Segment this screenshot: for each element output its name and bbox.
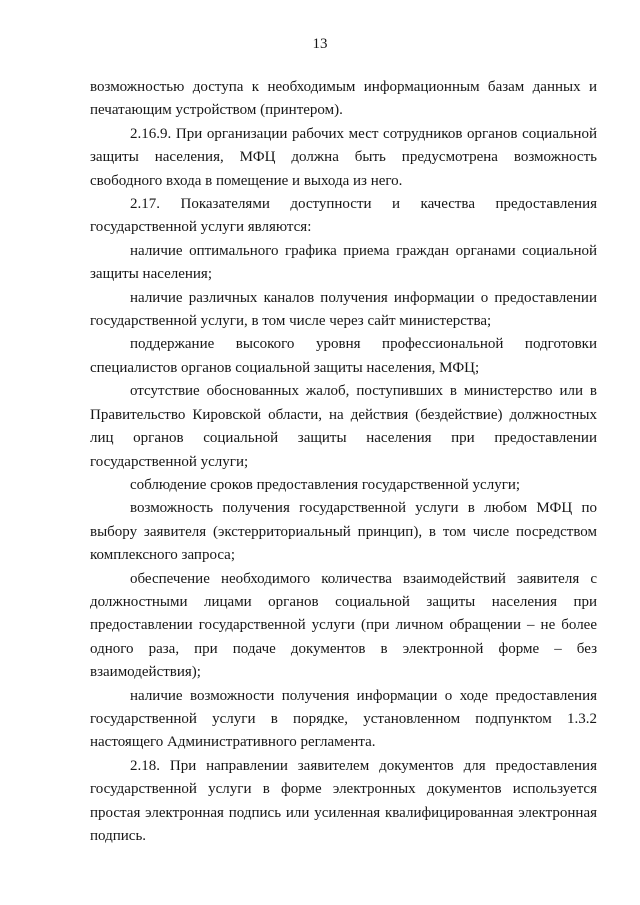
paragraph-2-18: 2.18. При направлении заявителем документов для предоставления государственной услуги в форме электронных документов используется простая электронная подпись или усиленная квалифицированная электронная подпись. [90,757,597,844]
paragraph-continuation: возможностью доступа к необходимым информационным базам данных и печатающим устройством (принтером). [90,79,597,119]
list-item-info-channels: наличие различных каналов получения информации о предоставлении государственной услуги, в том числе через сайт министерства; [90,289,597,330]
list-item-any-mfc: возможность получения государственной услуги в любом МФЦ по выбору заявителя (экстерриториальный принцип), в том числе посредством комплексного запроса; [90,500,597,564]
list-item-training: поддержание высокого уровня профессиональной подготовки специалистов органов социальной защиты населения, МФЦ; [90,336,597,376]
list-item-deadlines: соблюдение сроков предоставления государственной услуги; [130,476,521,493]
list-item-interactions: обеспечение необходимого количества взаимодействий заявителя с должностными лицами органов социальной защиты населения при предоставлении государственной услуги (при личном обращении – не более одного раза, при подаче документов в электронной форме – без взаимодействия); [90,570,597,681]
page-number: 13 [312,36,328,52]
list-item-progress-info: наличие возможности получения информации о ходе предоставления государственной услуги в порядке, установленном подпунктом 1.3.2 настоящего Административного регламента. [90,687,597,751]
paragraph-2-16-9: 2.16.9. При организации рабочих мест сотрудников органов социальной защиты населения, МФЦ должна быть предусмотрена возможность свободного входа в помещение и выхода из него. [90,125,597,189]
list-item-no-complaints: отсутствие обоснованных жалоб, поступивших в министерство или в Правительство Кировской области, на действия (бездействие) должностных лиц органов социальной защиты населения при предоставлении государственной услуги; [90,383,597,470]
paragraph-2-17: 2.17. Показателями доступности и качества предоставления государственной услуги являются: [90,196,597,236]
document-body [90,76,597,848]
list-item-schedule: наличие оптимального графика приема граждан органами социальной защиты населения; [90,242,597,283]
